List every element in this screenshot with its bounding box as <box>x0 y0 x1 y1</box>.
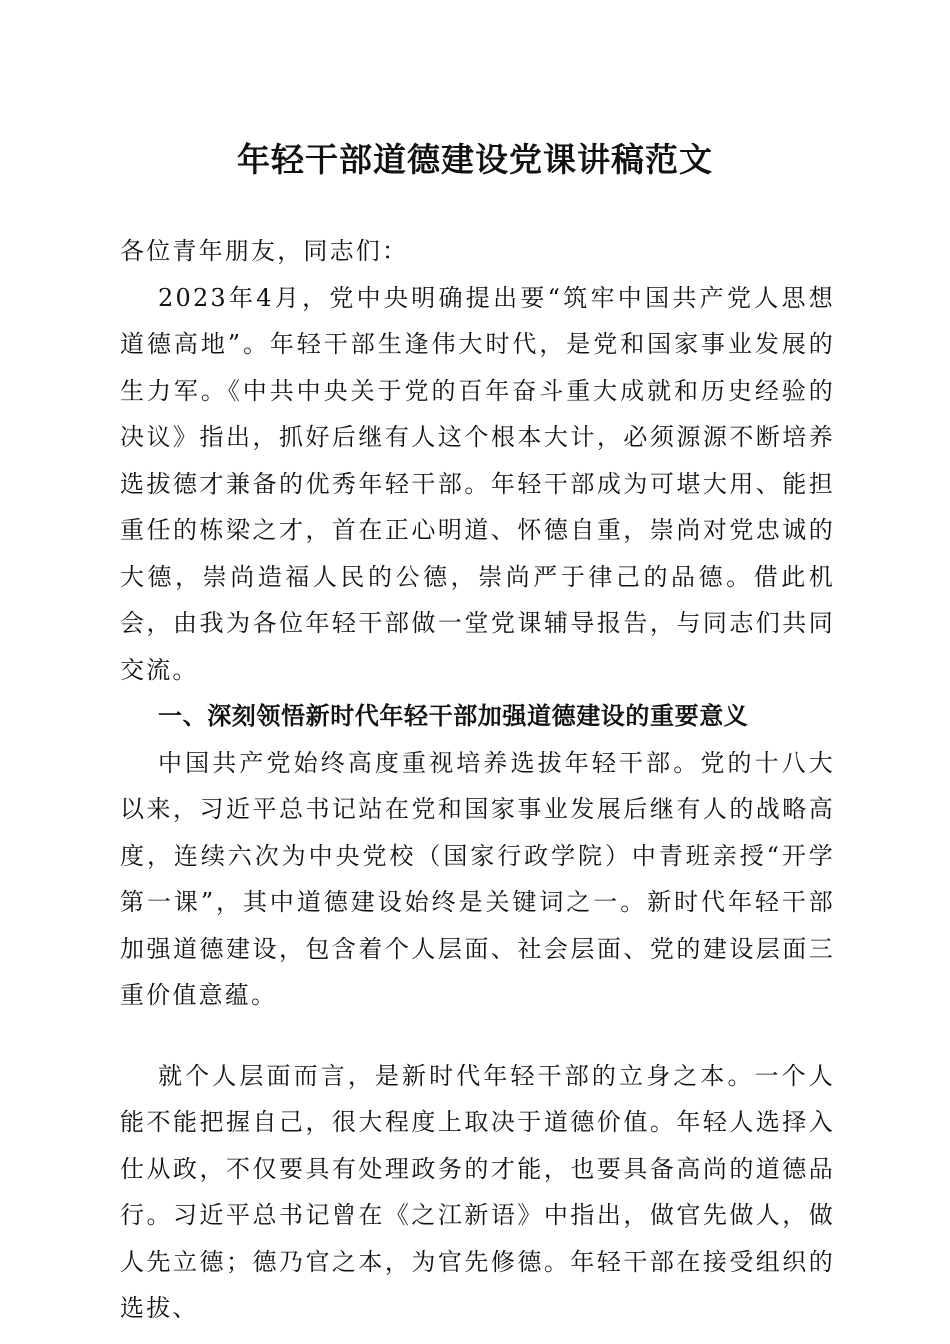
document-body <box>120 228 835 1332</box>
paragraph-significance: 中国共产党始终高度重视培养选拔年轻干部。党的十八大以来，习近平总书记站在党和国家事业发展后继有人的战略高度，连续六次为中央党校（国家行政学院）中青班亲授“开学第一课”，其中道德建设始终是关键词之一。新时代年轻干部加强道德建设，包含着个人层面、社会层面、党的建设层面三重价值意蕴。 <box>120 748 835 1009</box>
paragraph-personal-level: 就个人层面而言，是新时代年轻干部的立身之本。一个人能不能把握自己，很大程度上取决于道德价值。年轻人选择入仕从政，不仅要具有处理政务的才能，也要具备高尚的道德品行。习近平总书记曾在《之江新语》中指出，做官先做人，做人先立德；德乃官之本，为官先修德。年轻干部在接受组织的选拔、 <box>120 1061 835 1322</box>
document-title: 年轻干部道德建设党课讲稿范文 <box>237 140 713 179</box>
paragraph-intro: 2023年4月，党中央明确提出要“筑牢中国共产党人思想道德高地”。年轻干部生逢伟大时代，是党和国家事业发展的生力军。《中共中央关于党的百年奋斗重大成就和历史经验的决议》指出，抓好后继有人这个根本大计，必须源源不断培养选拔德才兼备的优秀年轻干部。年轻干部成为可堪大用、能担重任的栋梁之才，首在正心明道、怀德自重，崇尚对党忠诚的大德，崇尚造福人民的公德，崇尚严于律己的品德。借此机会，由我为各位年轻干部做一堂党课辅导报告，与同志们共同交流。 <box>120 283 835 684</box>
paragraph-spacer <box>120 1019 835 1053</box>
salutation: 各位青年朋友，同志们： <box>120 237 409 265</box>
section-heading: 一、深刻领悟新时代年轻干部加强道德建设的重要意义 <box>158 702 749 730</box>
